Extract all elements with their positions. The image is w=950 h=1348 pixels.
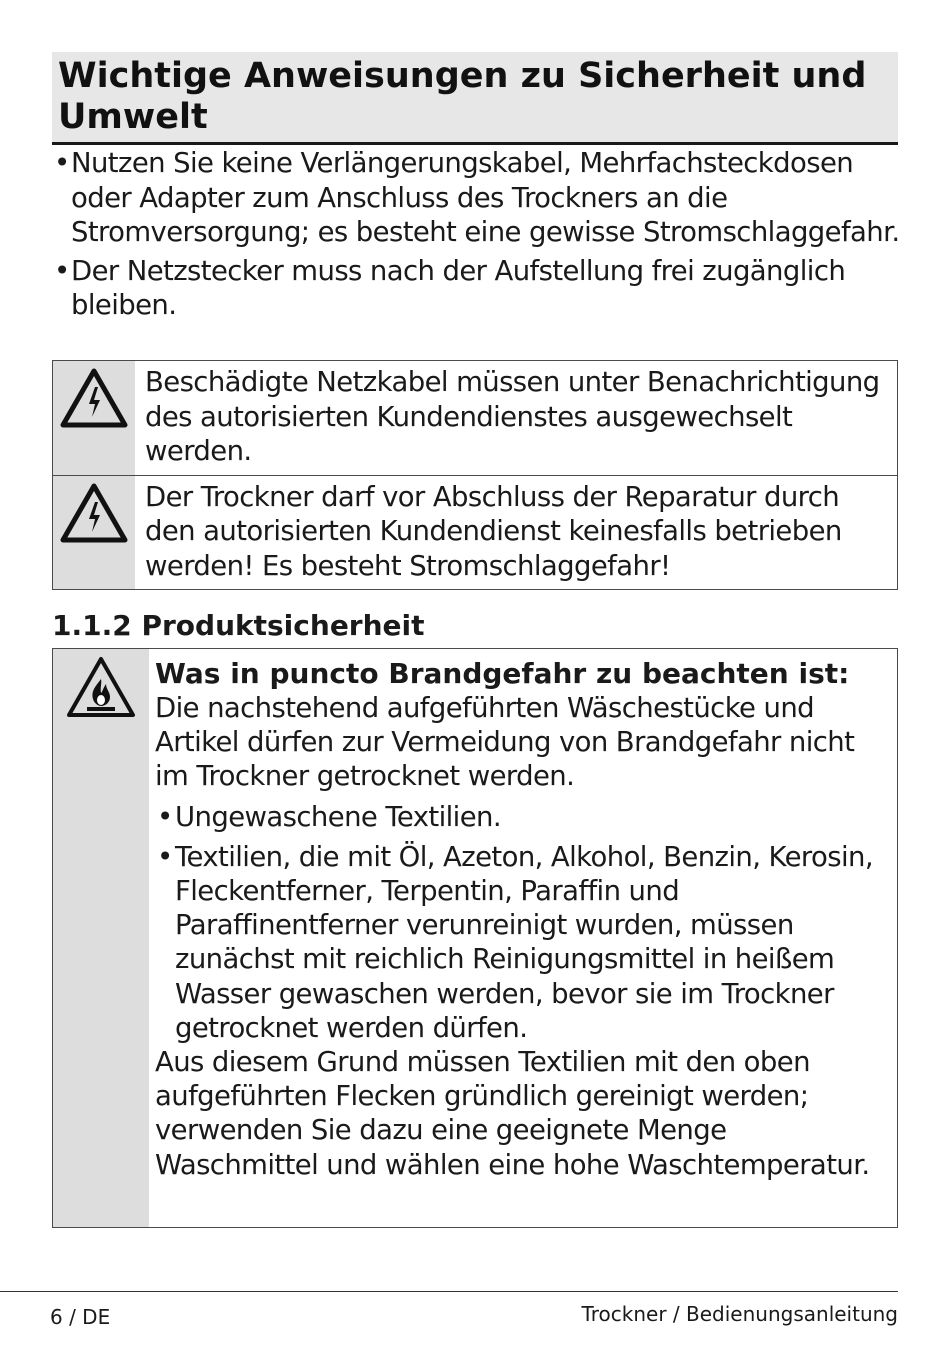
fire-warning-outro: Aus diesem Grund müssen Textilien mit den oben aufgeführten Flecken gründlich gereinigt werden; verwenden Sie dazu eine geeignete Menge Waschmittel und wählen eine hohe Waschtemperatur. <box>155 1046 870 1181</box>
page-title: Wichtige Anweisungen zu Sicherheit und Umwelt <box>58 56 867 137</box>
safety-bullet-list <box>52 146 902 327</box>
warning-text: Der Trockner darf vor Abschluss der Reparatur durch den autorisierten Kundendienst keinesfalls betrieben werden! Es besteht Stromschlaggefahr! <box>145 480 842 582</box>
electric-warning-icon <box>59 482 129 544</box>
safety-bullet: • Nutzen Sie keine Verlängerungskabel, Mehrfachsteckdosen oder Adapter zum Anschluss des Trockners an die Stromversorgung; es besteht eine gewisse Stromschlaggefahr. <box>52 146 902 250</box>
document-name: Trockner / Bedienungsanleitung <box>581 1302 898 1326</box>
fire-item: • Ungewaschene Textilien. <box>155 800 889 834</box>
footer-divider <box>0 1291 898 1292</box>
fire-warning-box <box>52 648 898 1228</box>
section-heading: 1.1.2 Produktsicherheit <box>52 609 425 642</box>
warning-text: Beschädigte Netzkabel müssen unter Benachrichtigung des autorisierten Kundendienstes ausgewechselt werden. <box>145 366 880 467</box>
electric-warning-table <box>52 360 898 590</box>
warning-row <box>53 361 897 475</box>
fire-warning-icon <box>65 655 137 719</box>
page-number: 6 / DE <box>50 1305 111 1329</box>
fire-warning-content <box>149 649 897 1227</box>
fire-warning-intro: Die nachstehend aufgeführten Wäschestücke und Artikel dürfen zur Vermeidung von Brandgefahr nicht im Trockner getrocknet werden. <box>155 692 855 793</box>
safety-bullet: • Der Netzstecker muss nach der Aufstellung frei zugänglich bleiben. <box>52 254 902 323</box>
fire-item-list <box>155 800 889 1045</box>
electric-warning-icon <box>59 367 129 429</box>
fire-warning-heading: Was in puncto Brandgefahr zu beachten ist: <box>155 657 850 690</box>
fire-item: • Textilien, die mit Öl, Azeton, Alkohol, Benzin, Kerosin, Fleckentferner, Terpentin, Paraffin und Paraffinentferner verunreinigt wurden, müssen zunächst mit reichlich Reinigungsmittel in heißem Wasser gewaschen werden, bevor sie im Trockner getrocknet werden dürfen. <box>155 840 889 1045</box>
warning-row <box>53 475 897 590</box>
title-band <box>52 52 898 145</box>
